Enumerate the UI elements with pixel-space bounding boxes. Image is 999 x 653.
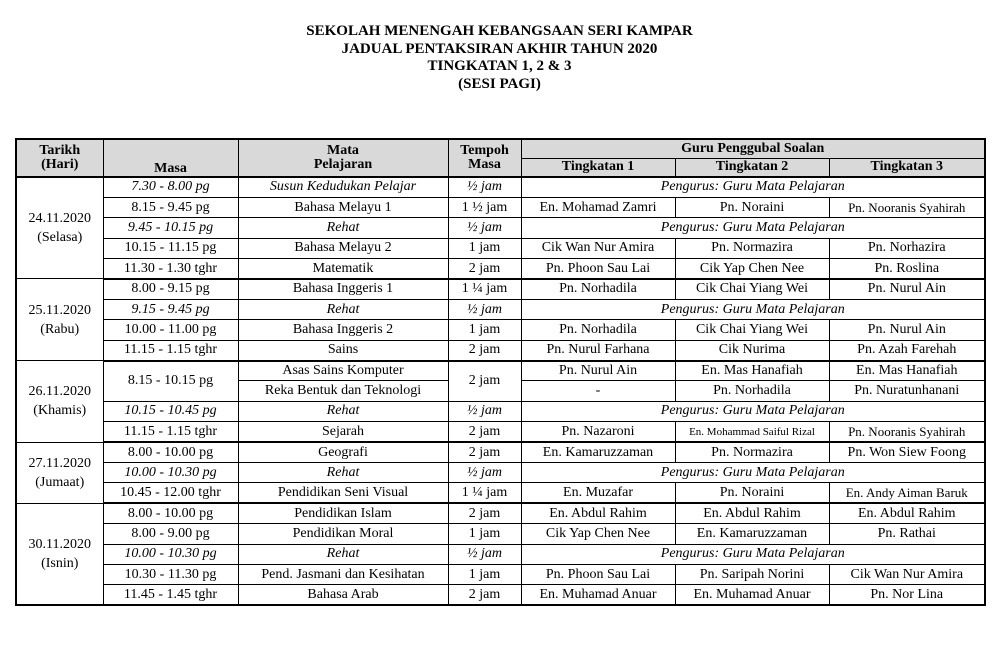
subject-cell: Reka Bentuk dan Teknologi [238, 381, 448, 401]
teacher-t1-cell: - [521, 381, 675, 401]
header-tempoh-label: Tempoh [460, 143, 509, 158]
teacher-t1-cell: Pn. Nurul Farhana [521, 340, 675, 360]
duration-cell: 2 jam [448, 422, 521, 442]
day: (Selasa) [37, 230, 83, 246]
subject-cell: Bahasa Melayu 1 [238, 197, 448, 217]
subject-cell: Bahasa Inggeris 2 [238, 320, 448, 340]
teacher-t3-cell: Pn. Nooranis Syahirah [829, 422, 985, 442]
date: 24.11.2020 [28, 211, 91, 227]
date-cell [16, 503, 103, 605]
time-cell: 8.00 - 9.00 pg [103, 524, 238, 544]
teacher-t1-cell: En. Muhamad Anuar [521, 585, 675, 605]
time-cell: 7.30 - 8.00 pg [103, 177, 238, 197]
header-mata-pelajaran [238, 139, 448, 177]
subject-cell: Rehat [238, 462, 448, 482]
subject-cell: Pendidikan Moral [238, 524, 448, 544]
duration-cell: 1 ¼ jam [448, 279, 521, 299]
duration-cell: 1 ½ jam [448, 197, 521, 217]
date: 30.11.2020 [28, 536, 91, 552]
date: 26.11.2020 [28, 384, 91, 400]
teacher-t2-cell: Pn. Norhadila [675, 381, 829, 401]
teacher-t3-cell: Pn. Nurul Ain [829, 279, 985, 299]
teacher-t1-cell: Cik Wan Nur Amira [521, 238, 675, 258]
duration-cell: 1 ¼ jam [448, 483, 521, 503]
supervisor-cell: Pengurus: Guru Mata Pelajaran [521, 401, 985, 421]
teacher-t1-cell: En. Kamaruzzaman [521, 442, 675, 462]
time-cell: 11.15 - 1.15 tghr [103, 422, 238, 442]
session-label: (SESI PAGI) [458, 75, 541, 92]
subject-cell: Rehat [238, 218, 448, 238]
subject-cell: Sains [238, 340, 448, 360]
document-header [0, 23, 999, 93]
supervisor-cell: Pengurus: Guru Mata Pelajaran [521, 462, 985, 482]
day: (Isnin) [41, 555, 79, 571]
day: (Khamis) [33, 403, 87, 419]
time-cell: 9.15 - 9.45 pg [103, 299, 238, 319]
header-tingkatan-3: Tingkatan 3 [829, 158, 985, 177]
teacher-t1-cell: En. Muzafar [521, 483, 675, 503]
school-name: SEKOLAH MENENGAH KEBANGSAAN SERI KAMPAR [306, 23, 693, 39]
subject-cell: Pend. Jasmani dan Kesihatan [238, 564, 448, 584]
time-cell: 8.00 - 10.00 pg [103, 442, 238, 462]
duration-cell: 2 jam [448, 361, 521, 402]
teacher-t2-cell: Pn. Noraini [675, 197, 829, 217]
teacher-t3-cell: Pn. Rathai [829, 524, 985, 544]
teacher-t3-cell: En. Andy Aiman Baruk [829, 483, 985, 503]
teacher-t2-cell: En. Mohammad Saiful Rizal [675, 422, 829, 442]
teacher-t2-cell: Pn. Normazira [675, 442, 829, 462]
day: (Rabu) [40, 321, 80, 337]
teacher-t3-cell: Pn. Norhazira [829, 238, 985, 258]
header-masa: Masa [103, 139, 238, 177]
date-cell [16, 177, 103, 279]
duration-cell: 1 jam [448, 564, 521, 584]
header-tempoh-masa-label: Masa [468, 157, 501, 172]
teacher-t2-cell: En. Abdul Rahim [675, 503, 829, 523]
teacher-t2-cell: Cik Chai Yiang Wei [675, 320, 829, 340]
teacher-t3-cell: Pn. Won Siew Foong [829, 442, 985, 462]
date: 27.11.2020 [28, 455, 91, 471]
date: 25.11.2020 [28, 302, 91, 318]
supervisor-cell: Pengurus: Guru Mata Pelajaran [521, 299, 985, 319]
teacher-t2-cell: Cik Nurima [675, 340, 829, 360]
teacher-t1-cell: Pn. Nazaroni [521, 422, 675, 442]
duration-cell: 2 jam [448, 340, 521, 360]
teacher-t3-cell: Pn. Roslina [829, 259, 985, 279]
header-hari-label: (Hari) [41, 157, 79, 172]
duration-cell: 2 jam [448, 259, 521, 279]
teacher-t3-cell: Pn. Nooranis Syahirah [829, 197, 985, 217]
time-cell: 11.15 - 1.15 tghr [103, 340, 238, 360]
time-cell: 10.00 - 10.30 pg [103, 544, 238, 564]
teacher-t2-cell: Pn. Saripah Norini [675, 564, 829, 584]
teacher-t2-cell: Pn. Normazira [675, 238, 829, 258]
subject-cell: Rehat [238, 401, 448, 421]
duration-cell: 2 jam [448, 442, 521, 462]
teacher-t2-cell: En. Mas Hanafiah [675, 361, 829, 381]
header-tarikh-label: Tarikh [39, 143, 81, 158]
header-guru-penggubal: Guru Penggubal Soalan [521, 139, 985, 158]
time-cell: 10.45 - 12.00 tghr [103, 483, 238, 503]
duration-cell: 2 jam [448, 503, 521, 523]
duration-cell: 2 jam [448, 585, 521, 605]
subject-cell: Sejarah [238, 422, 448, 442]
header-tingkatan-2: Tingkatan 2 [675, 158, 829, 177]
schedule-title: JADUAL PENTAKSIRAN AKHIR TAHUN 2020 [341, 40, 658, 57]
subject-cell: Bahasa Arab [238, 585, 448, 605]
time-cell: 10.00 - 11.00 pg [103, 320, 238, 340]
day: (Jumaat) [35, 474, 85, 490]
subject-cell: Susun Kedudukan Pelajar [238, 177, 448, 197]
time-cell: 8.15 - 10.15 pg [103, 361, 238, 402]
teacher-t2-cell: En. Muhamad Anuar [675, 585, 829, 605]
teacher-t1-cell: Cik Yap Chen Nee [521, 524, 675, 544]
time-cell: 10.15 - 11.15 pg [103, 238, 238, 258]
header-pelajaran-label: Pelajaran [313, 157, 373, 172]
duration-cell: 1 jam [448, 524, 521, 544]
teacher-t2-cell: Cik Yap Chen Nee [675, 259, 829, 279]
duration-cell: ½ jam [448, 401, 521, 421]
teacher-t2-cell: En. Kamaruzzaman [675, 524, 829, 544]
header-mata-label: Mata [327, 143, 359, 158]
duration-cell: ½ jam [448, 299, 521, 319]
supervisor-cell: Pengurus: Guru Mata Pelajaran [521, 218, 985, 238]
duration-cell: 1 jam [448, 320, 521, 340]
grade-levels: TINGKATAN 1, 2 & 3 [427, 58, 572, 74]
teacher-t2-cell: Pn. Noraini [675, 483, 829, 503]
time-cell: 10.15 - 10.45 pg [103, 401, 238, 421]
teacher-t1-cell: En. Mohamad Zamri [521, 197, 675, 217]
duration-cell: ½ jam [448, 462, 521, 482]
header-tempoh-masa [448, 139, 521, 177]
teacher-t2-cell: Cik Chai Yiang Wei [675, 279, 829, 299]
supervisor-cell: Pengurus: Guru Mata Pelajaran [521, 544, 985, 564]
teacher-t3-cell: Cik Wan Nur Amira [829, 564, 985, 584]
teacher-t3-cell: Pn. Nor Lina [829, 585, 985, 605]
duration-cell: ½ jam [448, 544, 521, 564]
time-cell: 9.45 - 10.15 pg [103, 218, 238, 238]
teacher-t1-cell: Pn. Phoon Sau Lai [521, 259, 675, 279]
subject-cell: Matematik [238, 259, 448, 279]
teacher-t1-cell: Pn. Phoon Sau Lai [521, 564, 675, 584]
subject-cell: Pendidikan Islam [238, 503, 448, 523]
teacher-t3-cell: En. Abdul Rahim [829, 503, 985, 523]
time-cell: 8.15 - 9.45 pg [103, 197, 238, 217]
time-cell: 8.00 - 9.15 pg [103, 279, 238, 299]
teacher-t3-cell: En. Mas Hanafiah [829, 361, 985, 381]
subject-cell: Bahasa Inggeris 1 [238, 279, 448, 299]
time-cell: 11.45 - 1.45 tghr [103, 585, 238, 605]
date-cell [16, 279, 103, 361]
duration-cell: ½ jam [448, 218, 521, 238]
date-cell [16, 361, 103, 443]
time-cell: 8.00 - 10.00 pg [103, 503, 238, 523]
time-cell: 10.00 - 10.30 pg [103, 462, 238, 482]
teacher-t1-cell: En. Abdul Rahim [521, 503, 675, 523]
date-cell [16, 442, 103, 503]
header-tarikh [16, 139, 103, 177]
teacher-t1-cell: Pn. Nurul Ain [521, 361, 675, 381]
subject-cell: Rehat [238, 299, 448, 319]
subject-cell: Rehat [238, 544, 448, 564]
exam-schedule-table [15, 138, 986, 606]
teacher-t3-cell: Pn. Azah Farehah [829, 340, 985, 360]
supervisor-cell: Pengurus: Guru Mata Pelajaran [521, 177, 985, 197]
header-tingkatan-1: Tingkatan 1 [521, 158, 675, 177]
teacher-t3-cell: Pn. Nurul Ain [829, 320, 985, 340]
duration-cell: ½ jam [448, 177, 521, 197]
time-cell: 10.30 - 11.30 pg [103, 564, 238, 584]
subject-cell: Asas Sains Komputer [238, 361, 448, 381]
teacher-t1-cell: Pn. Norhadila [521, 279, 675, 299]
time-cell: 11.30 - 1.30 tghr [103, 259, 238, 279]
duration-cell: 1 jam [448, 238, 521, 258]
subject-cell: Bahasa Melayu 2 [238, 238, 448, 258]
subject-cell: Geografi [238, 442, 448, 462]
teacher-t3-cell: Pn. Nuratunhanani [829, 381, 985, 401]
teacher-t1-cell: Pn. Norhadila [521, 320, 675, 340]
subject-cell: Pendidikan Seni Visual [238, 483, 448, 503]
